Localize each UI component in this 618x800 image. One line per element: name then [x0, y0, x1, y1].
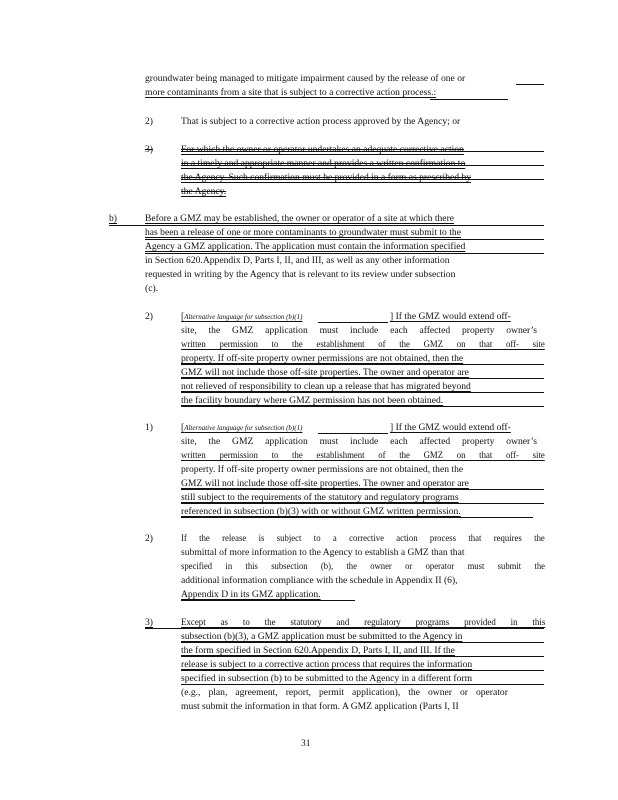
b2-line-5: Appendix D in its GMZ application. — [181, 589, 321, 600]
alt-rule — [181, 406, 544, 407]
continuation-line-1: groundwater being managed to mitigate impairment caused by the release of one or — [145, 73, 466, 84]
b2-line-2: submittal of more information to the Agency to establish a GMZ than that — [181, 547, 465, 558]
b3-line-2: subsection (b)(3), a GMZ application must be submitted to the Agency in — [181, 631, 463, 642]
section-b-rule — [145, 253, 544, 254]
continuation-underline — [430, 99, 508, 100]
section-b-line-3: Agency a GMZ application. The application must contain the information specified — [145, 241, 466, 252]
b2-rule — [181, 600, 355, 601]
item-marker: 2) — [145, 533, 153, 544]
section-b-marker: b) — [109, 213, 117, 224]
alt-line-4: property. If off-site property owner permissions are not obtained, then the — [181, 353, 464, 364]
struck-underline — [181, 151, 544, 152]
b2-line-1: If the release is subject to a corrective action process that requires the — [181, 533, 545, 544]
margin-rule — [516, 84, 544, 85]
b3-line-5: specified in subsection (b) to be submitted to the Agency in a different form — [181, 673, 473, 684]
alt-line-3: written permission to the establishment of the GMZ on that off- site — [181, 339, 545, 350]
alt-line-1: [Alternative language for subsection (b)(1) — [181, 311, 303, 322]
struck-underline — [181, 165, 544, 166]
b3-rule — [181, 684, 544, 685]
alt1-rule — [181, 489, 544, 490]
alt1-line-4: property. If off-site property owner permissions are not obtained, then the — [181, 464, 464, 475]
item-marker: 2) — [145, 116, 153, 127]
b3-rule — [145, 628, 544, 629]
page-number: 31 — [301, 738, 311, 749]
struck-line-2: in a timely and appropriate manner and provides a written confirmation to — [181, 158, 466, 169]
alt-line-5: GMZ will not include those off-site properties. The owner and operator are — [181, 367, 469, 378]
alt1-rule — [181, 503, 544, 504]
b3-line-3: the form specified in Section 620.Appendix D, Parts I, II, and III. If the — [181, 645, 455, 656]
alt1-line-5: GMZ will not include those off-site properties. The owner and operator are — [181, 478, 469, 489]
alt-label: Alternative language for subsection (b)(1) — [184, 424, 303, 432]
section-b-line-6: (c). — [145, 283, 159, 294]
alt-line-2 — [181, 325, 544, 337]
b3-rule — [181, 670, 544, 671]
alt-line-2-text: site, the GMZ application must include each affected property owner’s — [181, 325, 537, 336]
alt-line-1-tail: ] If the GMZ would extend off- — [390, 311, 511, 322]
alt-rule — [181, 392, 544, 393]
alt-label: Alternative language for subsection (b)(1) — [184, 313, 303, 321]
b3-line-7: must submit the information in that form. A GMZ application (Parts I, II — [181, 701, 459, 712]
section-b-line-4: in Section 620.Appendix D, Parts I, II, and III, as well as any other information — [145, 255, 450, 266]
item-marker-struck: 3) — [145, 144, 153, 155]
alt-rule — [181, 378, 544, 379]
struck-line-1: For which the owner or operator undertakes an adequate corrective action — [181, 144, 464, 155]
b3-line-4: release is subject to a corrective action process that requires the information — [181, 659, 473, 670]
alt1-gap-rule — [318, 433, 388, 434]
alt1-line-3: written permission to the establishment of the GMZ on that off- site — [181, 450, 545, 461]
section-b-line-5: requested in writing by the Agency that is relevant to its review under subsection — [145, 269, 456, 280]
alt1-line-1: [Alternative language for subsection (b)(1) — [181, 422, 303, 433]
alt-rule — [181, 364, 544, 365]
section-b-line-2: has been a release of one or more contaminants to groundwater must submit to the — [145, 227, 461, 238]
alt-gap-rule — [318, 322, 388, 323]
b3-line-1: Except as to the statutory and regulatory programs provided in this — [181, 617, 546, 628]
alt1-rule — [181, 517, 533, 518]
item-a2-text: That is subject to a corrective action process approved by the Agency; or — [181, 116, 461, 127]
alt1-line-2: site, the GMZ application must include each affected property owner’s — [181, 436, 537, 447]
b3-rule — [181, 656, 544, 657]
continuation-line-2: more contaminants from a site that is subject to a corrective action process.: — [145, 87, 437, 98]
section-b-rule — [145, 239, 544, 240]
b3-line-6: (e.g., plan, agreement, report, permit application), the owner or operator — [181, 687, 508, 698]
struck-line-3: the Agency. Such confirmation must be provided in a form as prescribed by — [181, 172, 472, 183]
alt1-line-1-tail: ] If the GMZ would extend off- — [390, 422, 511, 433]
b2-line-3: specified in this subsection (b), the owner or operator must submit the — [181, 561, 545, 572]
item-marker: 2) — [145, 311, 153, 322]
section-b-line-1: Before a GMZ may be established, the owner or operator of a site at which there — [145, 213, 455, 224]
b3-rule — [181, 642, 544, 643]
item-marker: 1) — [145, 422, 153, 433]
alt1-line-7: referenced in subsection (b)(3) with or without GMZ written permission. — [181, 506, 461, 517]
b2-line-4: additional information compliance with the schedule in Appendix II (6), — [181, 575, 458, 586]
alt1-line-6: still subject to the requirements of the statutory and regulatory programs — [181, 492, 459, 503]
section-b-rule — [109, 225, 544, 226]
alt-line-7: the facility boundary where GMZ permission has not been obtained. — [181, 395, 444, 406]
alt-line-6: not relieved of responsibility to clean up a release that has migrated beyond — [181, 381, 471, 392]
item-marker: 3) — [145, 617, 153, 628]
struck-underline — [181, 179, 544, 180]
struck-line-4: the Agency. — [181, 186, 227, 197]
